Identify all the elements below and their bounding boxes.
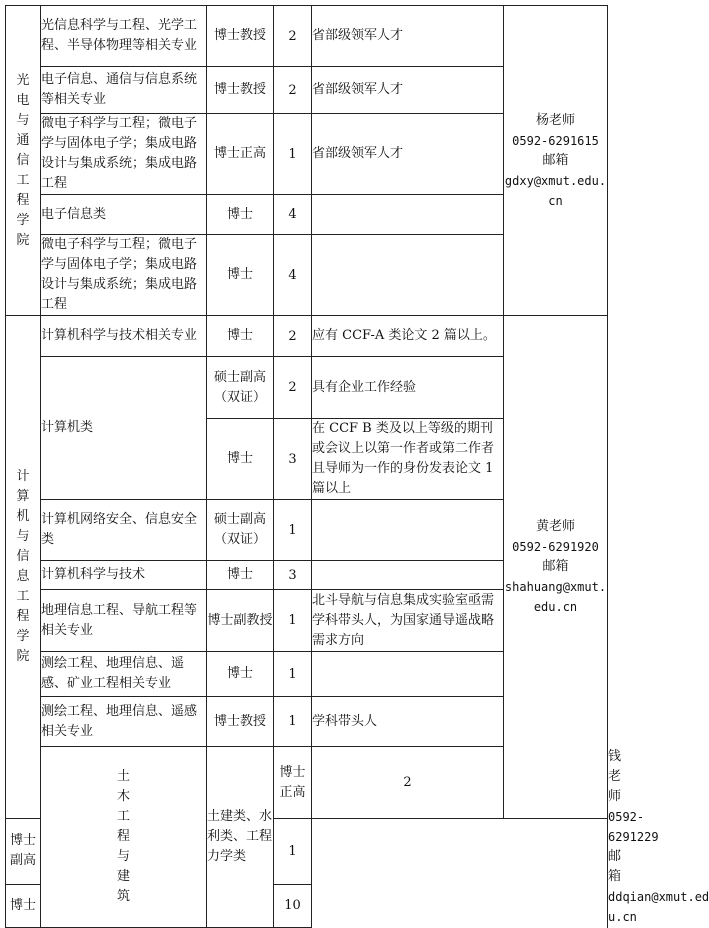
requirement-cell: 省部级领军人才 bbox=[312, 6, 504, 67]
count-cell: 1 bbox=[274, 697, 312, 747]
degree-cell: 硕士副高（双证） bbox=[207, 357, 274, 419]
major-cell: 计算机网络安全、信息安全类 bbox=[41, 500, 207, 561]
contact-email-line2: edu.cn bbox=[533, 600, 578, 615]
major-cell: 地理信息工程、导航工程等相关专业 bbox=[41, 590, 207, 652]
contact-email-label: 邮箱 bbox=[542, 559, 569, 575]
requirement-cell bbox=[312, 652, 504, 697]
count-cell: 3 bbox=[274, 419, 312, 500]
contact-cell bbox=[504, 6, 608, 316]
major-cell: 测绘工程、地理信息、遥感相关专业 bbox=[41, 697, 207, 747]
recruitment-table bbox=[5, 5, 709, 928]
degree-cell: 博士教授 bbox=[207, 6, 274, 67]
contact-cell bbox=[504, 316, 608, 819]
contact-email-line2: cn bbox=[548, 193, 563, 208]
count-cell: 2 bbox=[312, 747, 504, 819]
major-cell: 土建类、水利类、工程力学类 bbox=[207, 747, 274, 928]
college-cell bbox=[41, 747, 207, 928]
degree-cell: 博士 bbox=[207, 316, 274, 357]
degree-cell: 博士 bbox=[6, 884, 41, 927]
requirement-cell: 学科带头人 bbox=[312, 697, 504, 747]
degree-cell: 博士 bbox=[207, 195, 274, 235]
college-name: 计算机与信息工程学院 bbox=[16, 469, 30, 665]
requirement-cell bbox=[312, 500, 504, 561]
count-cell: 4 bbox=[274, 195, 312, 235]
degree-cell: 博士教授 bbox=[207, 697, 274, 747]
degree-cell: 博士 bbox=[207, 652, 274, 697]
requirement-cell: 在 CCF B 类及以上等级的期刊或会议上以第一作者或第二作者且导师为一作的身份发表论文 1 篇以上 bbox=[312, 419, 504, 500]
major-cell: 计算机科学与技术 bbox=[41, 561, 207, 590]
degree-cell: 硕士副高（双证） bbox=[207, 500, 274, 561]
count-cell: 1 bbox=[274, 652, 312, 697]
major-cell: 计算机类 bbox=[41, 357, 207, 500]
count-cell: 2 bbox=[274, 316, 312, 357]
degree-cell: 博士教授 bbox=[207, 67, 274, 114]
degree-cell: 博士正高 bbox=[274, 747, 312, 819]
major-cell: 微电子科学与工程；微电子学与固体电子学；集成电路设计与集成系统；集成电路工程 bbox=[41, 235, 207, 316]
college-name: 光电与通信工程学院 bbox=[16, 72, 30, 248]
contact-name: 杨老师 bbox=[535, 112, 575, 128]
contact-name: 黄老师 bbox=[535, 519, 575, 535]
requirement-cell: 应有 CCF-A 类论文 2 篇以上。 bbox=[312, 316, 504, 357]
count-cell: 10 bbox=[274, 884, 312, 927]
count-cell: 1 bbox=[274, 819, 312, 885]
degree-cell: 博士副教授 bbox=[207, 590, 274, 652]
contact-email-label: 邮箱 bbox=[542, 152, 569, 168]
table-row bbox=[6, 6, 608, 67]
major-cell: 测绘工程、地理信息、遥感、矿业工程相关专业 bbox=[41, 652, 207, 697]
requirement-cell: 北斗导航与信息集成实验室亟需学科带头人，为国家通导遥战略需求方向 bbox=[312, 590, 504, 652]
contact-phone: 0592-6291920 bbox=[512, 540, 599, 555]
count-cell: 2 bbox=[274, 6, 312, 67]
degree-cell: 博士 bbox=[207, 561, 274, 590]
count-cell: 2 bbox=[274, 67, 312, 114]
count-cell: 2 bbox=[274, 357, 312, 419]
major-cell: 电子信息类 bbox=[41, 195, 207, 235]
major-cell: 光信息科学与工程、光学工程、半导体物理等相关专业 bbox=[41, 6, 207, 67]
requirement-cell bbox=[312, 561, 504, 590]
college-name: 土木工程与建筑 bbox=[116, 769, 130, 904]
college-cell bbox=[6, 316, 41, 819]
requirement-cell: 具有企业工作经验 bbox=[312, 357, 504, 419]
requirement-cell bbox=[312, 235, 504, 316]
major-cell: 电子信息、通信与信息系统等相关专业 bbox=[41, 67, 207, 114]
count-cell: 4 bbox=[274, 235, 312, 316]
degree-cell: 博士 bbox=[207, 235, 274, 316]
college-cell bbox=[6, 6, 41, 316]
major-cell: 计算机科学与技术相关专业 bbox=[41, 316, 207, 357]
count-cell: 1 bbox=[274, 590, 312, 652]
contact-phone: 0592-6291615 bbox=[512, 133, 599, 148]
degree-cell: 博士副高 bbox=[6, 819, 41, 885]
table-row: 土木工程与建筑 土建类、水利类、工程力学类 博士正高 2 钱老师 0592-6291229 邮箱 ddqian@xmut.ed u.cn bbox=[6, 747, 608, 819]
contact-email-line1: shahuang@xmut. bbox=[504, 580, 607, 595]
major-cell: 微电子科学与工程；微电子学与固体电子学；集成电路设计与集成系统；集成电路工程 bbox=[41, 114, 207, 195]
requirement-cell: 省部级领军人才 bbox=[312, 114, 504, 195]
contact-email-line1: gdxy@xmut.edu. bbox=[504, 173, 607, 188]
table-row bbox=[6, 316, 608, 357]
degree-cell: 博士 bbox=[207, 419, 274, 500]
requirement-cell: 省部级领军人才 bbox=[312, 67, 504, 114]
degree-cell: 博士正高 bbox=[207, 114, 274, 195]
requirement-cell bbox=[312, 195, 504, 235]
count-cell: 1 bbox=[274, 500, 312, 561]
count-cell: 3 bbox=[274, 561, 312, 590]
count-cell: 1 bbox=[274, 114, 312, 195]
